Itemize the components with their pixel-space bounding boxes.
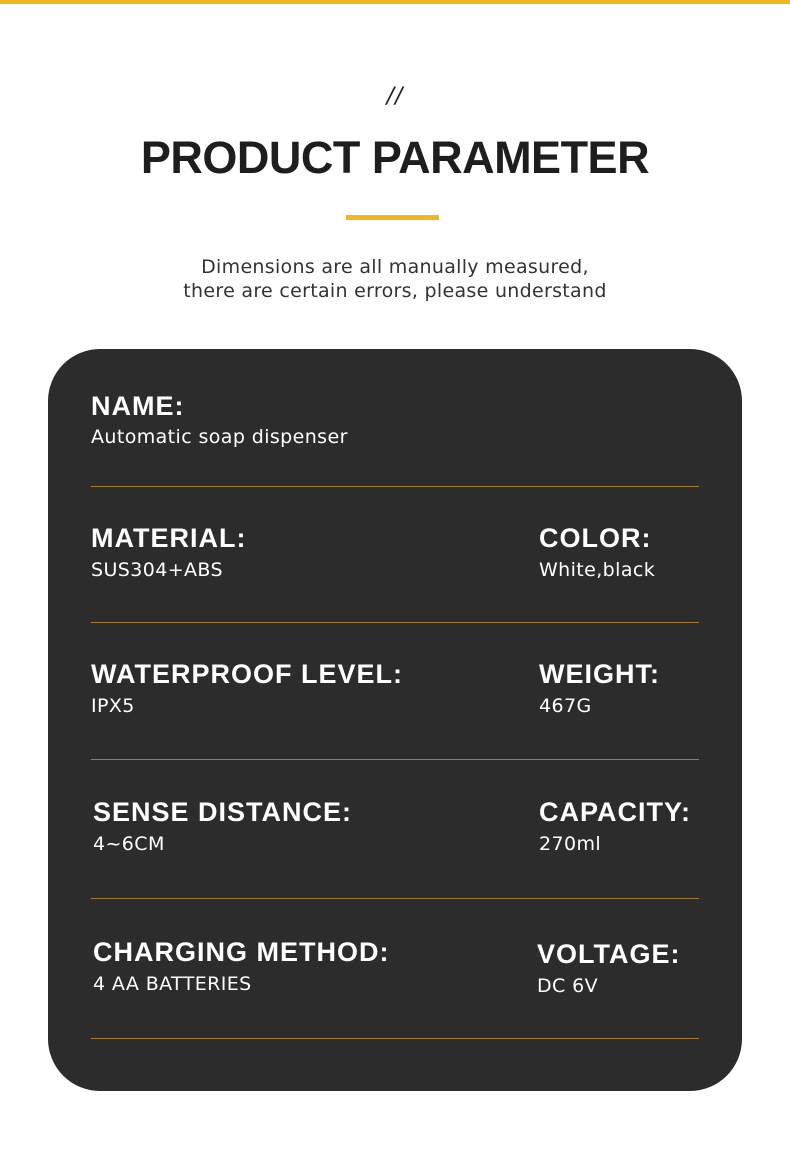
page-title: PRODUCT PARAMETER <box>140 132 650 183</box>
color-label: COLOR: <box>539 523 652 553</box>
sense-distance-value: 4~6CM <box>93 833 165 855</box>
charging-method-label: CHARGING METHOD: <box>93 937 390 967</box>
subtitle <box>0 255 790 303</box>
title-underline <box>346 215 439 220</box>
row-divider <box>91 486 699 487</box>
sense-distance-label: SENSE DISTANCE: <box>93 797 353 827</box>
name-label: NAME: <box>91 391 185 421</box>
voltage-value: DC 6V <box>537 975 599 997</box>
waterproof-value: IPX5 <box>91 695 135 717</box>
row-divider <box>91 1038 699 1039</box>
material-value: SUS304+ABS <box>91 559 223 581</box>
weight-label: WEIGHT: <box>539 659 660 689</box>
top-accent-bar <box>0 0 790 4</box>
capacity-label: CAPACITY: <box>539 797 691 827</box>
row-divider <box>91 898 699 899</box>
color-value: White,black <box>539 559 656 581</box>
charging-method-value: 4 AA BATTERIES <box>93 973 252 995</box>
material-label: MATERIAL: <box>91 523 247 553</box>
waterproof-label: WATERPROOF LEVEL: <box>91 659 403 689</box>
decorative-slashes: // <box>386 84 404 109</box>
capacity-value: 270ml <box>539 833 602 855</box>
weight-value: 467G <box>539 695 592 717</box>
subtitle-line-2: there are certain errors, please understand <box>183 280 607 302</box>
subtitle-line-1: Dimensions are all manually measured, <box>201 256 589 278</box>
row-divider <box>91 759 699 760</box>
voltage-label: VOLTAGE: <box>537 939 681 969</box>
row-divider <box>91 622 699 623</box>
name-value: Automatic soap dispenser <box>91 426 348 448</box>
spec-panel <box>48 349 742 1091</box>
